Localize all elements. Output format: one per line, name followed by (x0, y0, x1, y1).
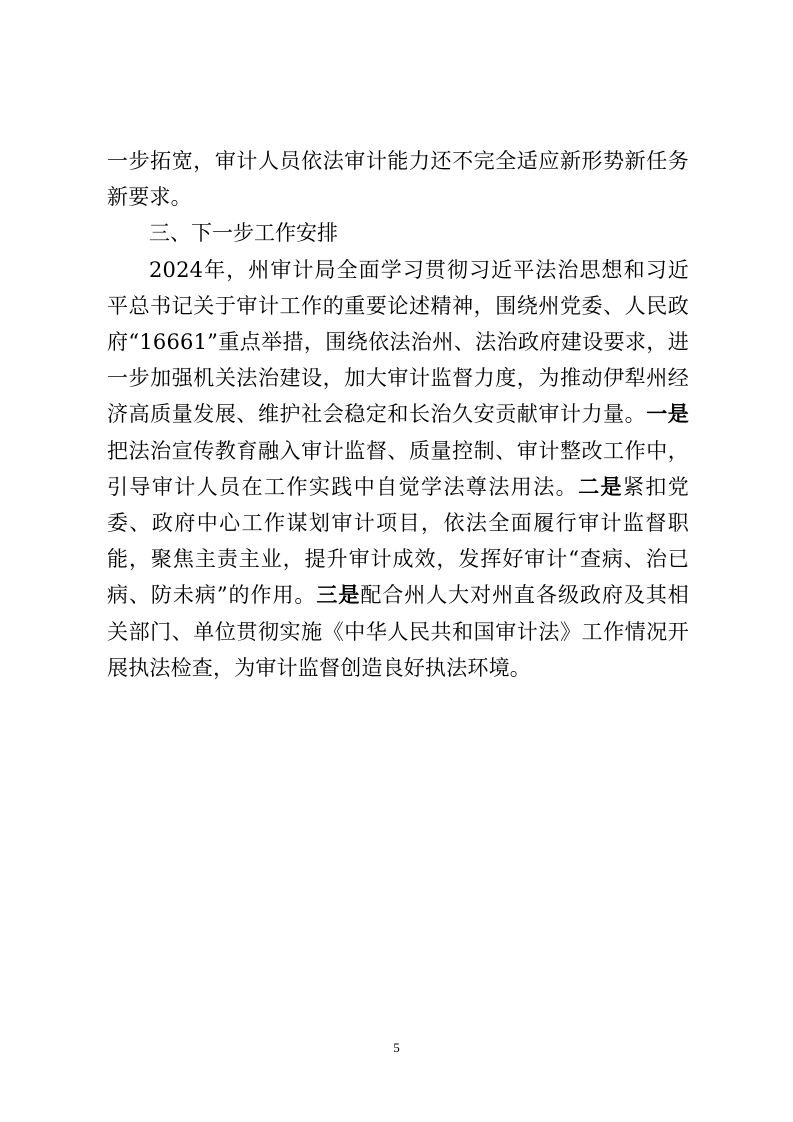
point-two-text: 紧扣党委、政府中心工作谋划审计项目，依法全面履行审计监督职能，聚焦主责主业，提升审计成效，发挥好审计“查病、治已病、防未病”的作用。 (107, 474, 689, 608)
work-plan-intro: 2024年，州审计局全面学习贯彻习近平法治思想和习近平总书记关于审计工作的重要论述精神，围绕州党委、人民政府“16661”重点举措，围绕依法治州、法治政府建设要求，进一步加强机关法治建设，加大审计监督力度，为推动伊犁州经济高质量发展、维护社会稳定和长治久安贡献审计力量。 (107, 257, 689, 427)
point-one-label: 一是 (646, 402, 690, 427)
point-two-label: 二是 (578, 474, 623, 499)
page-number: 5 (393, 1040, 400, 1055)
point-three-text: 配合州人大对州直各级政府及其相关部门、单位贯彻实施《中华人民共和国审计法》工作情况开展执法检查，为审计监督创造良好执法环境。 (107, 583, 689, 680)
paragraph-continued: 一步拓宽，审计人员依法审计能力还不完全适应新形势新任务新要求。 (107, 149, 689, 210)
point-one-text: 把法治宣传教育融入审计监督、质量控制、审计整改工作中，引导审计人员在工作实践中自觉学法尊法用法。 (107, 438, 689, 499)
point-three-label: 三是 (316, 583, 361, 608)
work-plan-paragraph (107, 252, 689, 686)
document-body (107, 143, 689, 686)
section-heading: 三、下一步工作安排 (149, 221, 338, 246)
